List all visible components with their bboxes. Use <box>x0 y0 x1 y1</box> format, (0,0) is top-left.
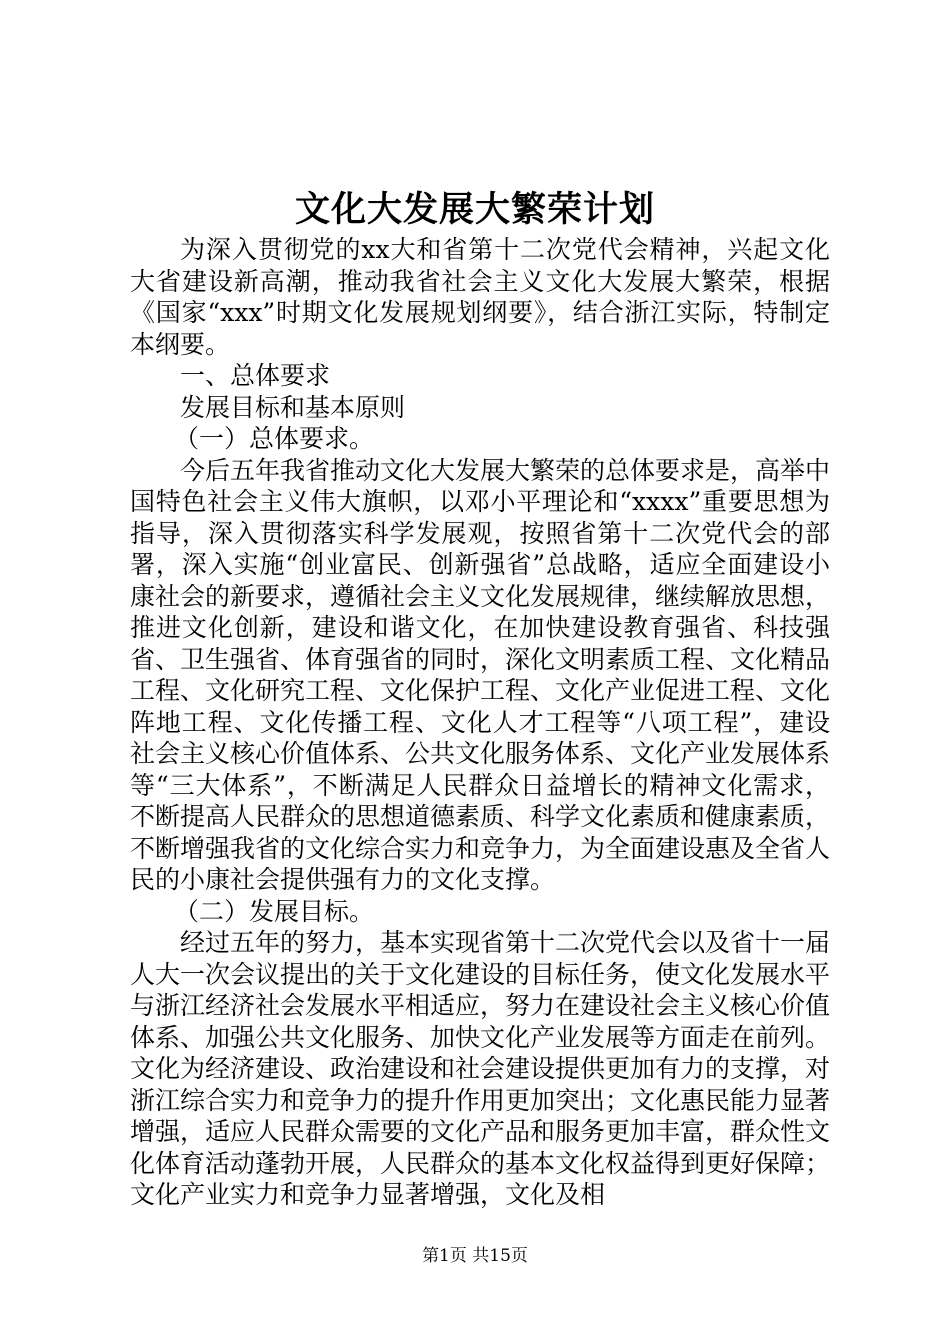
section-heading-general-requirements: 一、总体要求 <box>180 361 331 390</box>
page-footer: 第1页 共15页 <box>422 1246 528 1266</box>
document-body <box>130 234 830 1211</box>
paragraph-general-requirements: 今后五年我省推动文化大发展大繁荣的总体要求是，高举中国特色社会主义伟大旗帜，以邓小平理论和“xxxx”重要思想为指导，深入贯彻落实科学发展观，按照省第十二次党代会的部署，深入实施“创业富民、创新强省”总战略，适应全面建设小康社会的新要求，遵循社会主义文化发展规律，继续解放思想，推进文化创新，建设和谐文化，在加快建设教育强省、科技强省、卫生强省、体育强省的同时，深化文明素质工程、文化精品工程、文化研究工程、文化保护工程、文化产业促进工程、文化阵地工程、文化传播工程、文化人才工程等“八项工程”，建设社会主义核心价值体系、公共文化服务体系、文化产业发展体系等“三大体系”，不断满足人民群众日益增长的精神文化需求，不断提高人民群众的思想道德素质、科学文化素质和健康素质，不断增强我省的文化综合实力和竞争力，为全面建设惠及全省人民的小康社会提供强有力的文化支撑。 <box>130 455 831 894</box>
paragraph-development-goals: 经过五年的努力，基本实现省第十二次党代会以及省十一届人大一次会议提出的关于文化建设的目标任务，使文化发展水平与浙江经济社会发展水平相适应，努力在建设社会主义核心价值体系、加强公共文化服务、加快文化产业发展等方面走在前列。文化为经济建设、政治建设和社会建设提供更加有力的支撑，对浙江综合实力和竞争力的提升作用更加突出；文化惠民能力显著增强，适应人民群众需要的文化产品和服务更加丰富，群众性文化体育活动蓬勃开展，人民群众的基本文化权益得到更好保障；文化产业实力和竞争力显著增强，文化及相 <box>130 928 831 1209</box>
subheading-general-requirements: （一）总体要求。 <box>174 424 375 453</box>
subheading-development-goals: （二）发展目标。 <box>174 896 375 926</box>
paragraph-intro: 为深入贯彻党的xx大和省第十二次党代会精神，兴起文化大省建设新高潮，推动我省社会主义文化大发展大繁荣，根据《国家“xxx”时期文化发展规划纲要》，结合浙江实际，特制定本纲要。 <box>130 235 830 359</box>
subheading-goals-and-principles: 发展目标和基本原则 <box>180 392 406 422</box>
document-title: 文化大发展大繁荣计划 <box>294 189 655 230</box>
